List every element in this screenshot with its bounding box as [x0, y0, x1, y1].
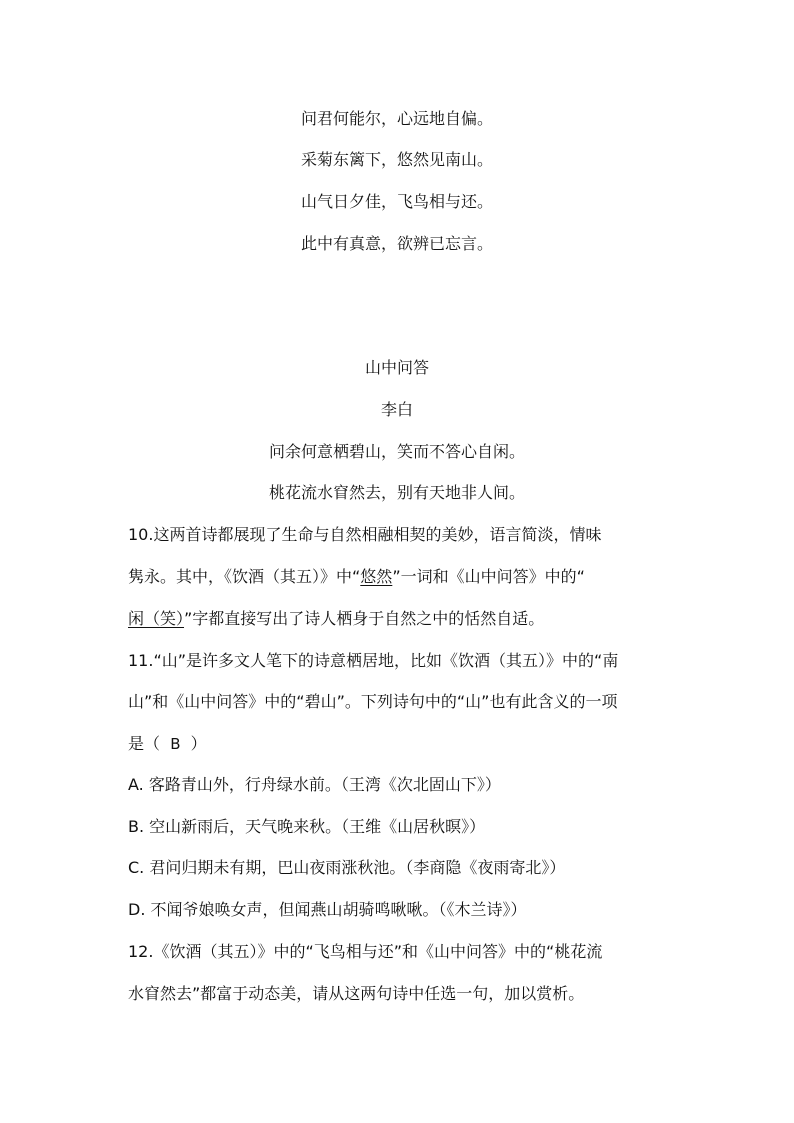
q11-line-3: [128, 734, 668, 754]
q11-answer: B: [170, 735, 181, 753]
poem1-line-4: 此中有真意，欲辨已忘言。: [300, 234, 493, 253]
q11-option-d: D. 不闻爷娘唤女声，但闻燕山胡骑鸣啾啾。（《木兰诗》）: [128, 900, 527, 919]
q10-line-1: 10.这两首诗都展现了生命与自然相融相契的美妙，语言简淡，情味: [128, 525, 602, 544]
q11-line-1: 11.“山”是许多文人笔下的诗意栖居地，比如《饮酒（其五）》中的“南: [128, 651, 619, 670]
q10-text-end: ”字都直接写出了诗人栖身于自然之中的恬然自适。: [184, 609, 545, 628]
q11-text-after: ）: [190, 734, 207, 753]
q11-option-a: A. 客路青山外，行舟绿水前。（王湾《次北固山下》）: [128, 775, 501, 794]
poem2-line-2: 桃花流水窅然去，别有天地非人间。: [268, 483, 525, 502]
poem1-line-2: 采菊东篱下，悠然见南山。: [300, 150, 493, 169]
q10-line-2: [128, 567, 668, 587]
q10-text-before: 隽永。其中，《饮酒（其五）》中“: [128, 567, 361, 586]
q10-text-after: ”一词和《山中问答》中的“: [392, 567, 585, 586]
poem2-author: 李白: [380, 400, 413, 419]
q10-answer-2: 闲（笑）: [128, 609, 185, 628]
poem1-line-1: 问君何能尔，心远地自偏。: [300, 109, 493, 128]
q11-text-before: 是（: [128, 734, 161, 753]
q12-line-1: 12.《饮酒（其五）》中的“飞鸟相与还”和《山中问答》中的“桃花流: [128, 942, 603, 961]
q11-line-2: 山”和《山中问答》中的“碧山”。下列诗句中的“山”也有此含义的一项: [128, 692, 618, 711]
q10-line-3: [128, 609, 668, 629]
q12-line-2: 水窅然去”都富于动态美，请从这两句诗中任选一句，加以赏析。: [128, 984, 585, 1003]
poem2-line-1: 问余何意栖碧山，笑而不答心自闲。: [268, 442, 525, 461]
poem1-line-3: 山气日夕佳，飞鸟相与还。: [300, 192, 493, 211]
q11-option-b: B. 空山新雨后，天气晚来秋。（王维《山居秋暝》）: [128, 817, 486, 836]
q11-option-c: C. 君问归期未有期，巴山夜雨涨秋池。（李商隐《夜雨寄北》）: [128, 858, 566, 877]
q10-answer-1: 悠然: [360, 567, 393, 586]
poem2-title: 山中问答: [364, 358, 429, 377]
